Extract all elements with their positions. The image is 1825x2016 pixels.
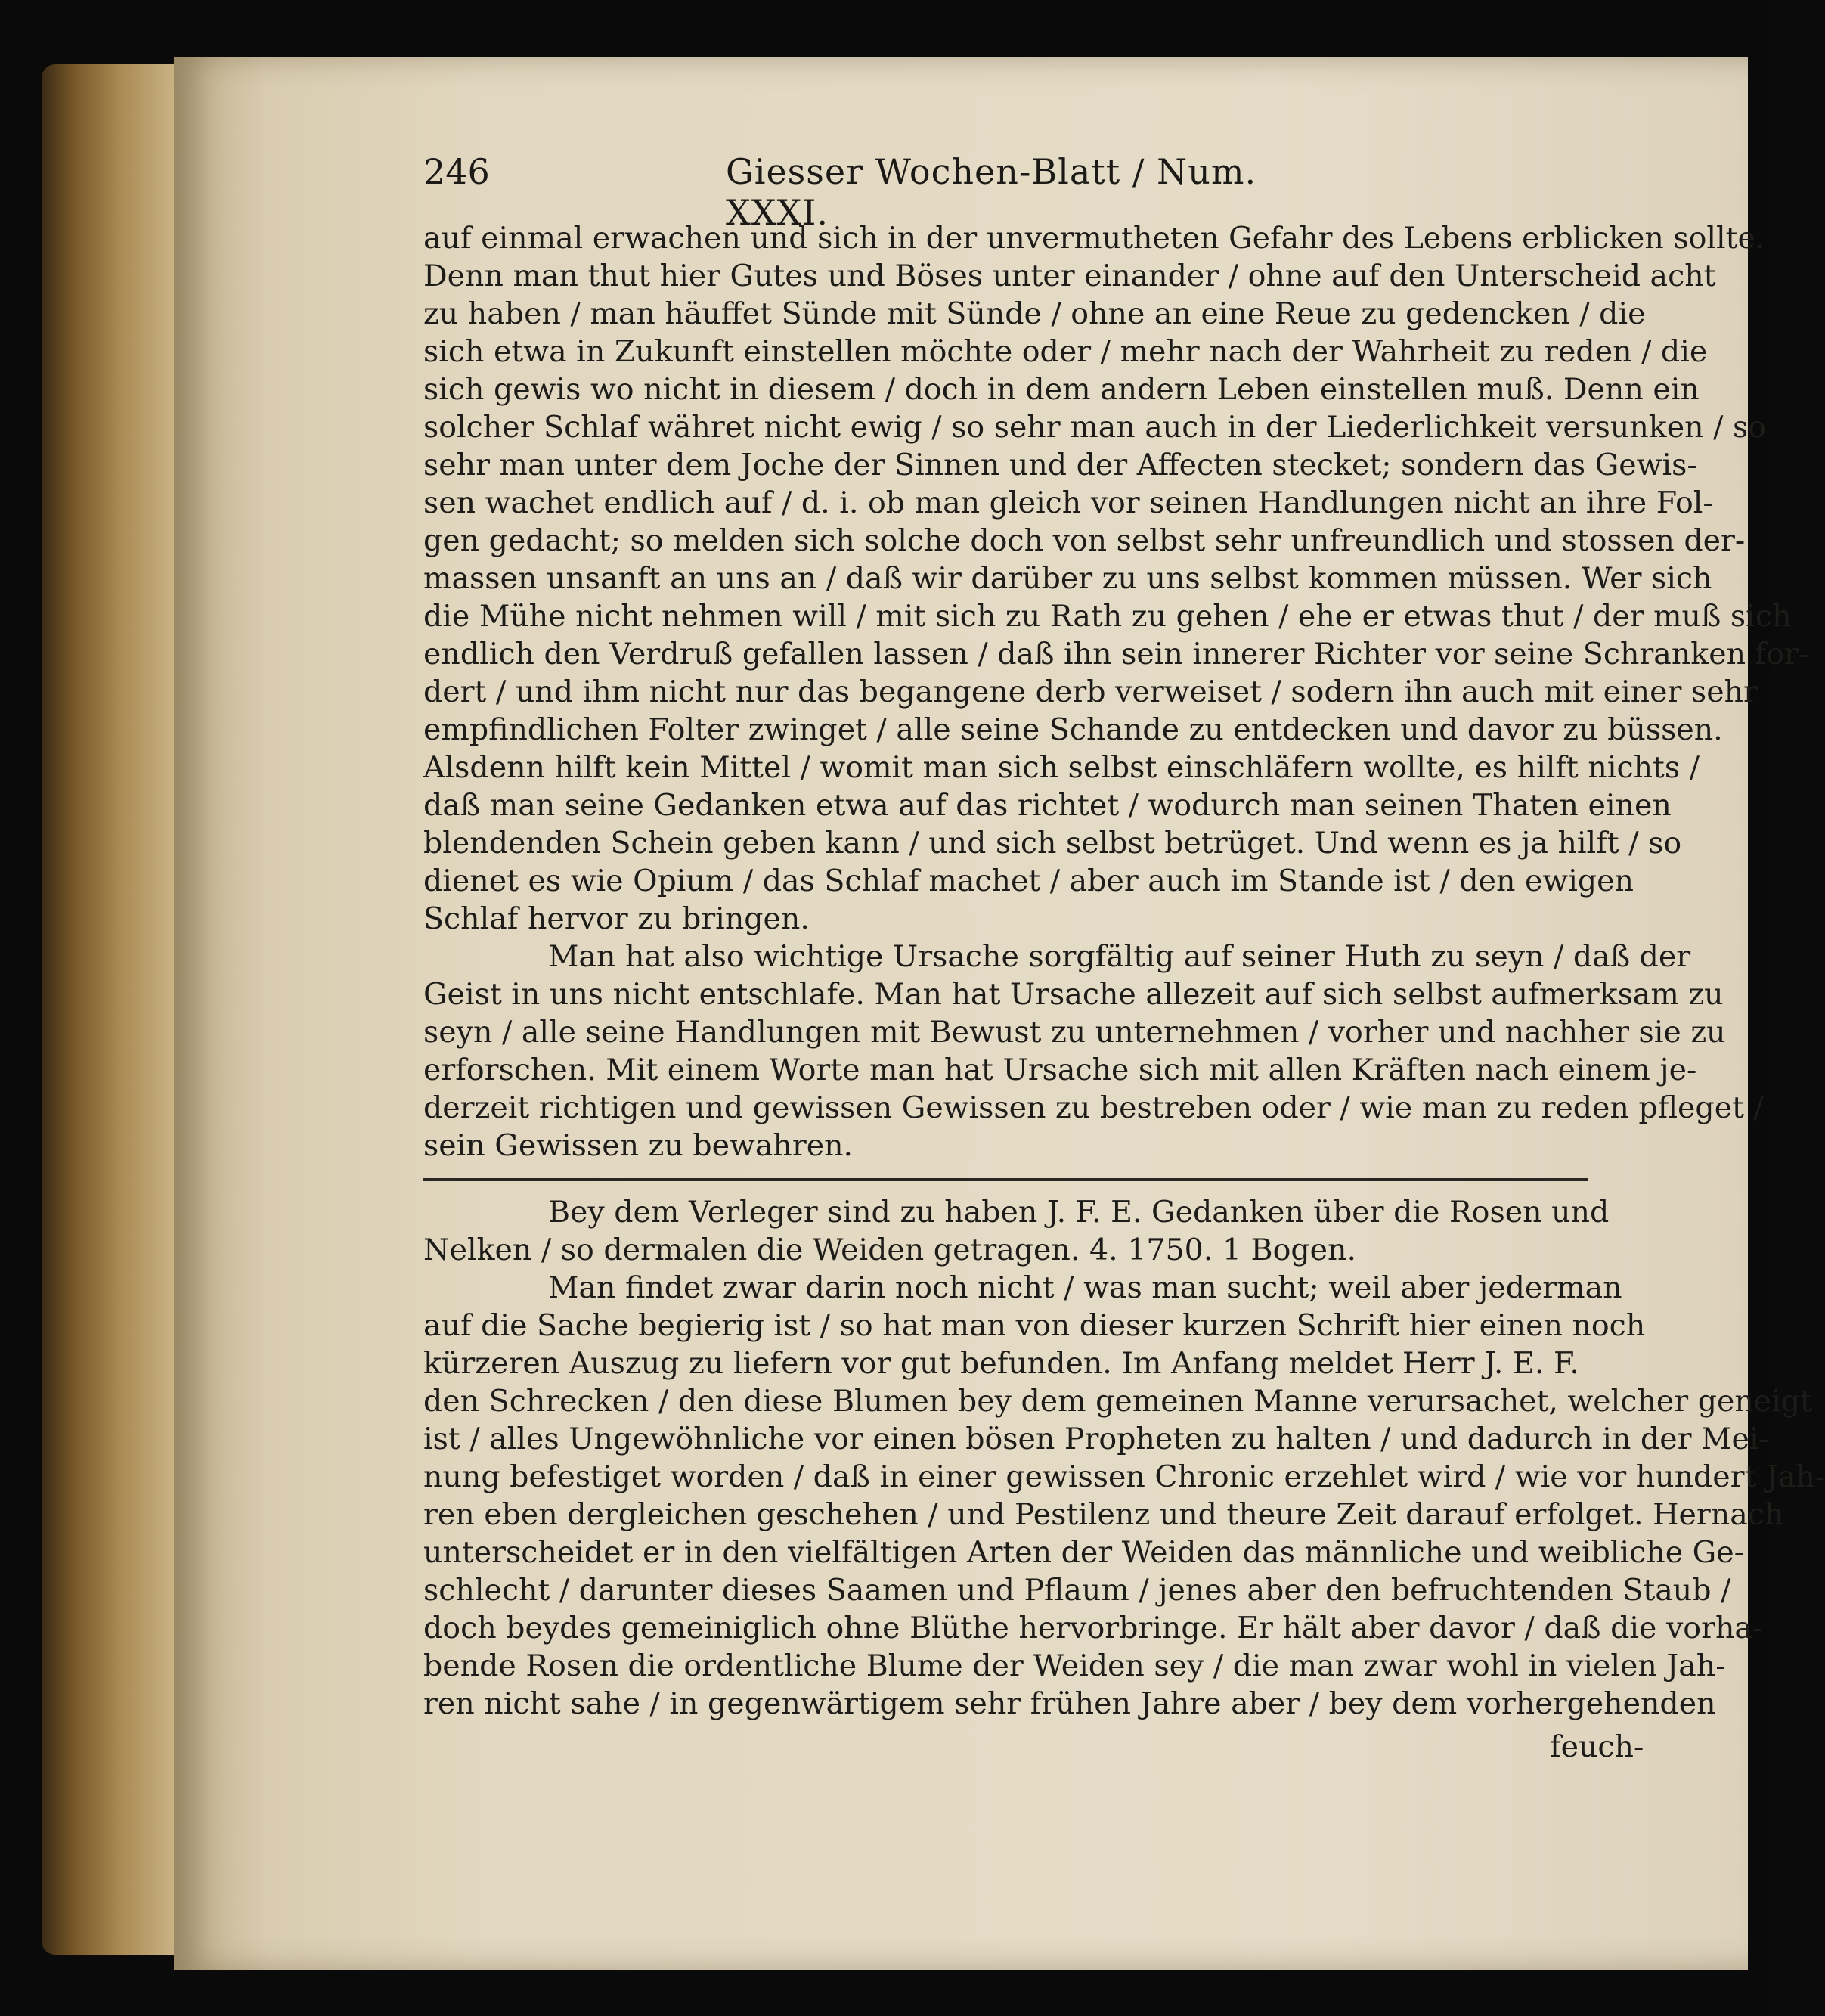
text-line: Bey dem Verleger sind zu haben J. F. E. Gedanken über die Rosen und [548, 1195, 1610, 1230]
text-line: Nelken / so dermalen die Weiden getragen. 4. 1750. 1 Bogen. [423, 1233, 1357, 1267]
text-line: bende Rosen die ordentliche Blume der Weiden sey / die man zwar wohl in vielen Jah- [423, 1648, 1726, 1683]
text-line: ist / alles Ungewöhnliche vor einen bösen Propheten zu halten / und dadurch in der Mei- [423, 1422, 1769, 1456]
text-line: kürzeren Auszug zu liefern vor gut befunden. Im Anfang meldet Herr J. E. F. [423, 1346, 1579, 1381]
text-line: empfindlichen Folter zwinget / alle seine Schande zu entdecken und davor zu büssen. [423, 712, 1723, 747]
text-line: dert / und ihm nicht nur das begangene derb verweiset / sodern ihn auch mit einer sehr [423, 675, 1758, 709]
text-line: derzeit richtigen und gewissen Gewissen zu bestreben oder / wie man zu reden pfleget / [423, 1090, 1764, 1125]
text-line: schlecht / darunter dieses Saamen und Pflaum / jenes aber den befruchtenden Staub / [423, 1573, 1731, 1608]
text-line: doch beydes gemeiniglich ohne Blüthe hervorbringe. Er hält aber davor / daß die vorha- [423, 1611, 1763, 1645]
text-line: nung befestiget worden / daß in einer gewissen Chronic erzehlet wird / wie vor hundert Jah- [423, 1459, 1825, 1494]
text-line: Alsdenn hilft kein Mittel / womit man sich selbst einschläfern wollte, es hilft nichts / [423, 750, 1700, 785]
text-line: Schlaf hervor zu bringen. [423, 901, 810, 936]
page-header [423, 151, 1368, 233]
text-line: unterscheidet er in den vielfältigen Arten der Weiden das männliche und weibliche Ge- [423, 1535, 1744, 1570]
text-line: endlich den Verdruß gefallen lassen / daß ihn sein innerer Richter vor seine Schranken for- [423, 637, 1809, 671]
text-line: massen unsanft an uns an / daß wir darüber zu uns selbst kommen müssen. Wer sich [423, 561, 1712, 596]
text-line: auf die Sache begierig ist / so hat man von dieser kurzen Schrift hier einen noch [423, 1308, 1646, 1343]
text-line: solcher Schlaf währet nicht ewig / so sehr man auch in der Liederlichkeit versunken / so [423, 410, 1767, 445]
text-line: den Schrecken / den diese Blumen bey dem gemeinen Manne verursachet, welcher geneigt [423, 1384, 1812, 1419]
text-line: blendenden Schein geben kann / und sich selbst betrüget. Und wenn es ja hilft / so [423, 826, 1682, 861]
paragraph-2 [423, 938, 1764, 1165]
text-line: zu haben / man häuffet Sünde mit Sünde / ohne an eine Reue zu gedencken / die [423, 296, 1646, 331]
text-line: sen wachet endlich auf / d. i. ob man gleich vor seinen Handlungen nicht an ihre Fol- [423, 485, 1713, 520]
text-line: gen gedacht; so melden sich solche doch von selbst sehr unfreundlich und stossen der- [423, 523, 1746, 558]
paragraph-1 [423, 219, 1809, 938]
book-notice [423, 1193, 1825, 1723]
text-line: ren nicht sahe / in gegenwärtigem sehr frühen Jahre aber / bey dem vorhergehenden [423, 1686, 1716, 1721]
text-line: daß man seine Gedanken etwa auf das richtet / wodurch man seinen Thaten einen [423, 788, 1672, 823]
text-line: ren eben dergleichen geschehen / und Pestilenz und theure Zeit darauf erfolget. Hernach [423, 1497, 1784, 1532]
text-line: die Mühe nicht nehmen will / mit sich zu Rath zu gehen / ehe er etwas thut / der muß sich [423, 599, 1792, 634]
text-line: dienet es wie Opium / das Schlaf machet / aber auch im Stande ist / den ewigen [423, 864, 1634, 898]
text-line: erforschen. Mit einem Worte man hat Ursache sich mit allen Kräften nach einem je- [423, 1053, 1697, 1087]
text-line: seyn / alle seine Handlungen mit Bewust zu unternehmen / vorher und nachher sie zu [423, 1015, 1726, 1050]
text-line: Man hat also wichtige Ursache sorgfältig auf seiner Huth zu seyn / daß der [548, 939, 1691, 974]
text-line: auf einmal erwachen und sich in der unvermutheten Gefahr des Lebens erblicken sollte. [423, 221, 1765, 256]
text-line: Man findet zwar darin noch nicht / was man sucht; weil aber jederman [548, 1270, 1622, 1305]
text-line: sich gewis wo nicht in diesem / doch in dem andern Leben einstellen muß. Denn ein [423, 372, 1700, 407]
text-line: sehr man unter dem Joche der Sinnen und der Affecten stecket; sondern das Gewis- [423, 448, 1697, 482]
text-line: sich etwa in Zukunft einstellen möchte oder / mehr nach der Wahrheit zu reden / die [423, 334, 1708, 369]
page-number: 246 [423, 151, 490, 192]
catchword: feuch- [1550, 1729, 1644, 1764]
text-line: Denn man thut hier Gutes und Böses unter einander / ohne auf den Unterscheid acht [423, 259, 1716, 293]
text-line: sein Gewissen zu bewahren. [423, 1128, 854, 1163]
text-line: Geist in uns nicht entschlafe. Man hat Ursache allezeit auf sich selbst aufmerksam zu [423, 977, 1724, 1012]
section-divider [423, 1178, 1588, 1181]
running-title: Giesser Wochen-Blatt / Num. XXXI. [726, 151, 1257, 233]
